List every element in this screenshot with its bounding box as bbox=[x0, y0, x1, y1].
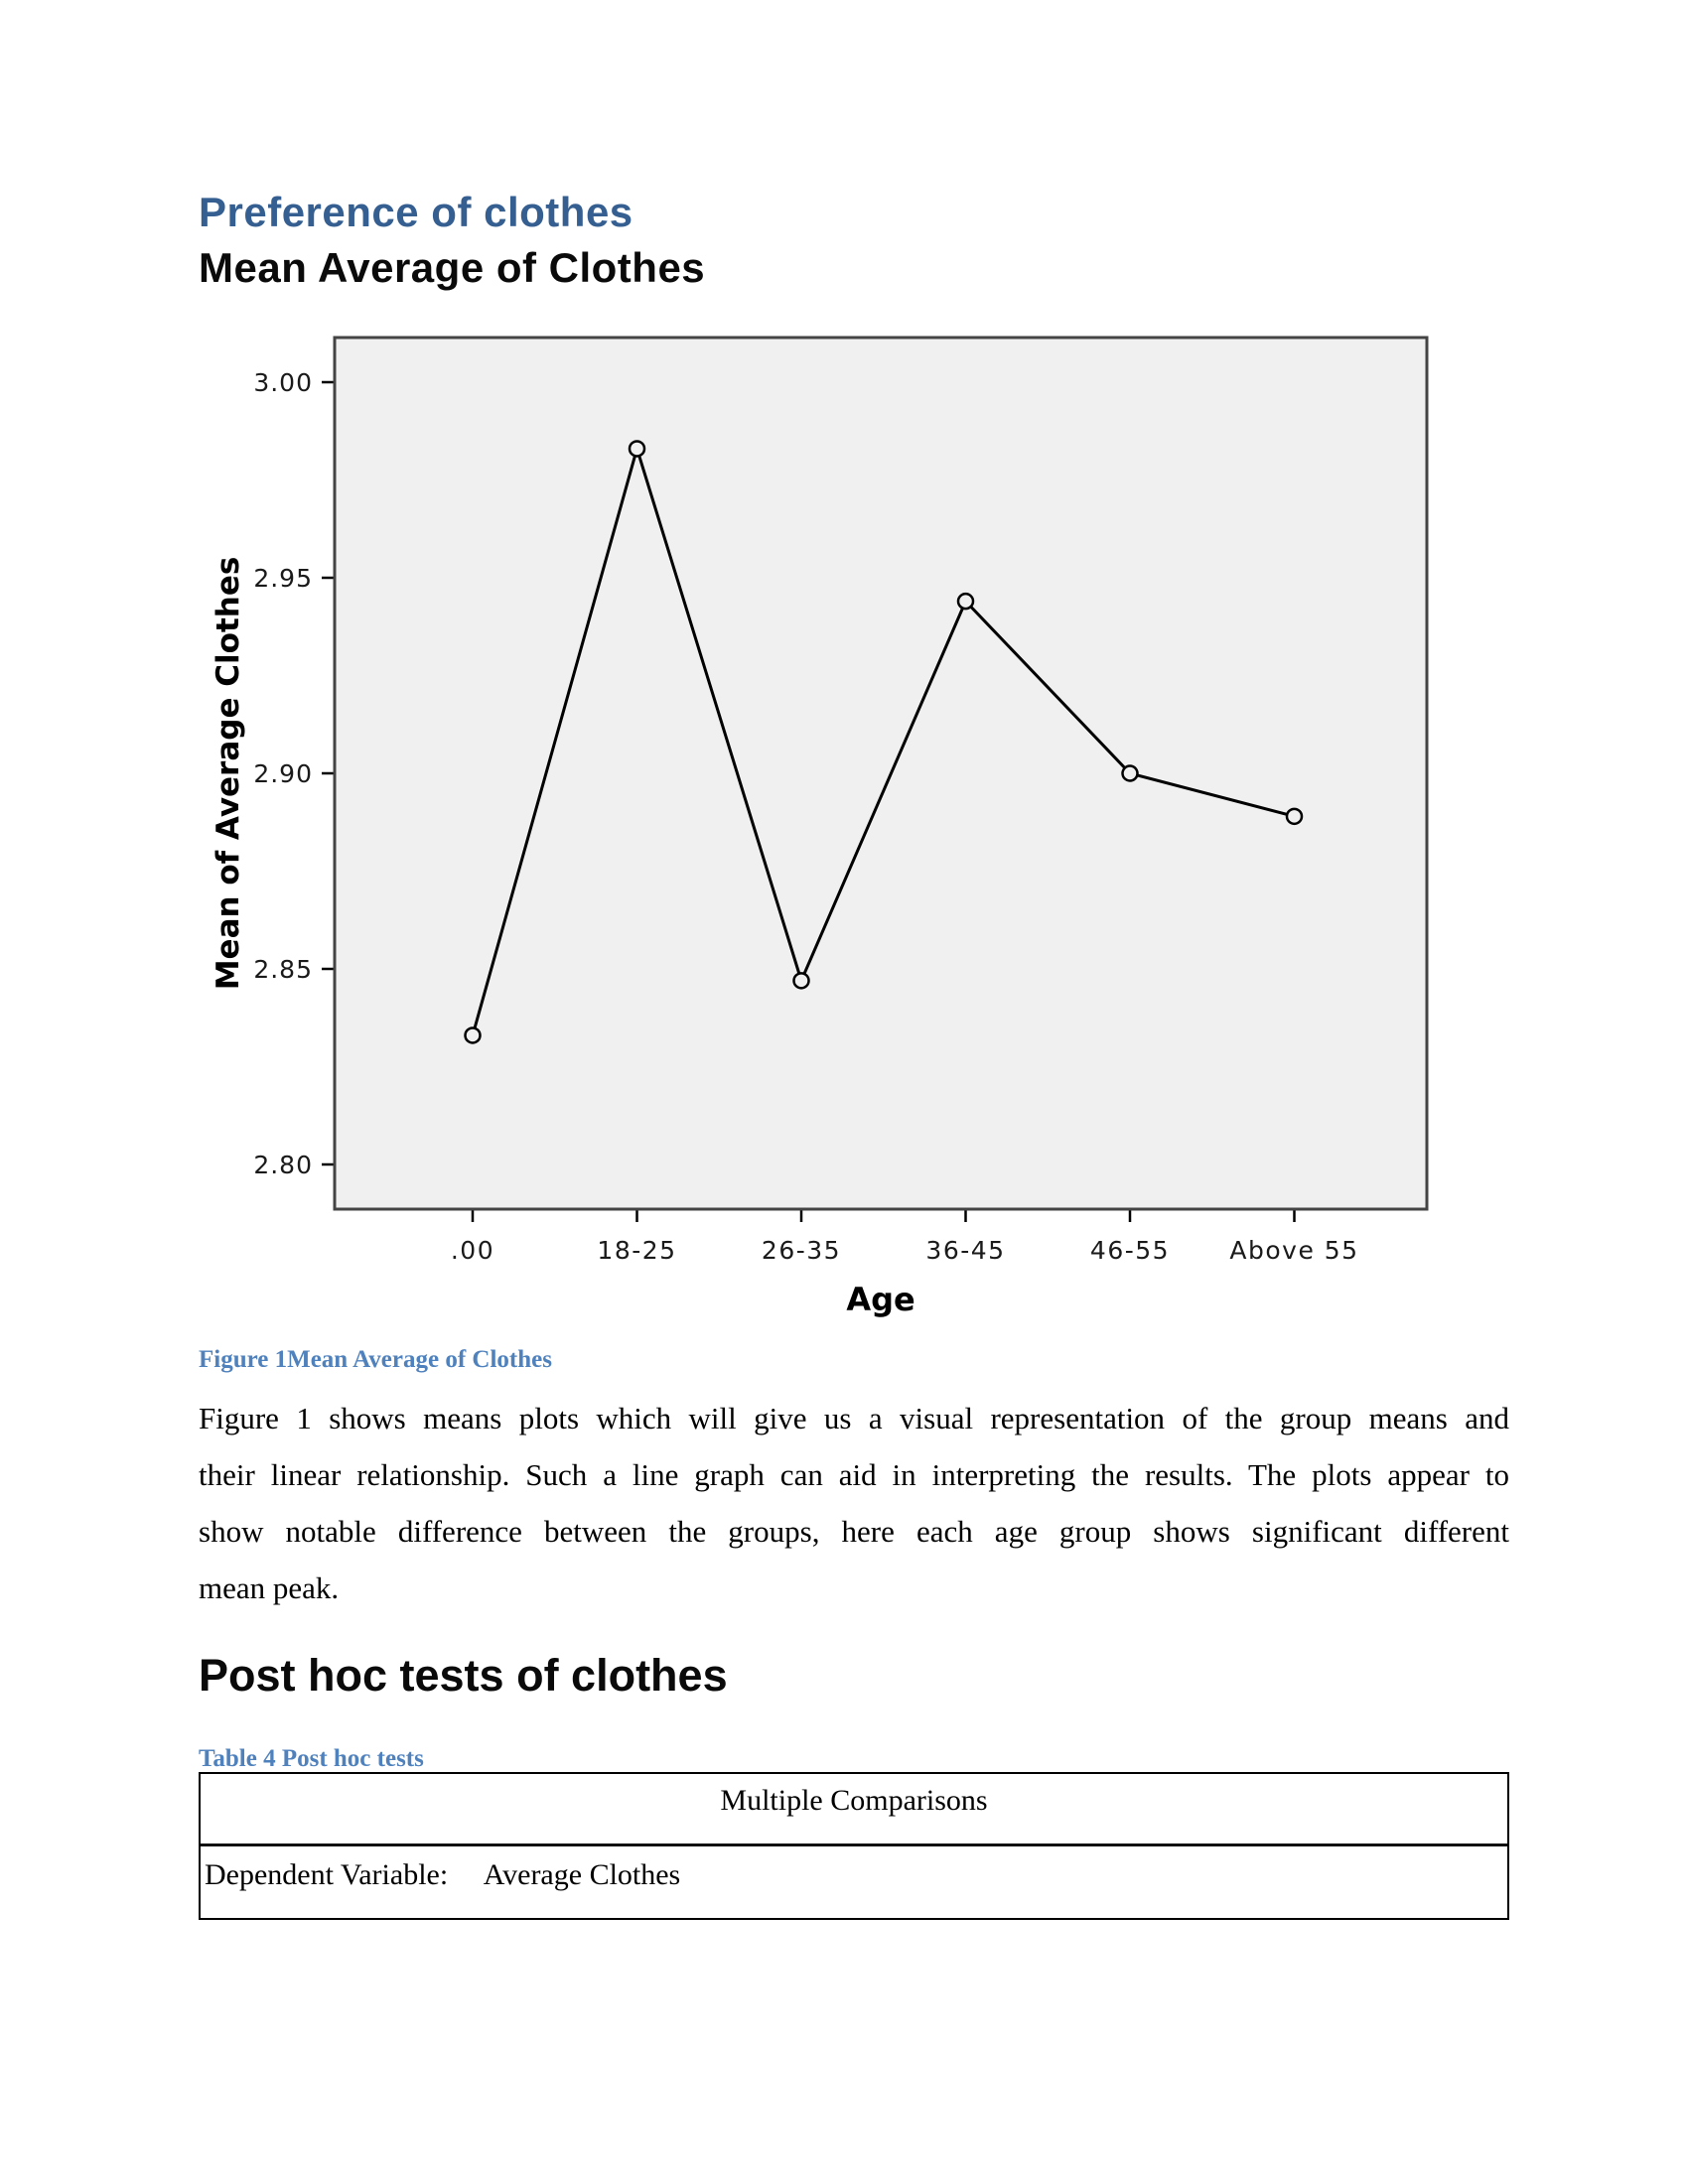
y-tick-label: 2.80 bbox=[253, 1151, 313, 1179]
data-point bbox=[466, 1027, 481, 1042]
y-axis-title: Mean of Average Clothes bbox=[211, 556, 246, 991]
data-point bbox=[1123, 766, 1138, 781]
data-point bbox=[794, 973, 809, 988]
body-paragraph bbox=[199, 1390, 1509, 1616]
means-plot-figure bbox=[199, 298, 1489, 1340]
x-tick-label: Above 55 bbox=[1229, 1236, 1359, 1265]
x-tick-label: 18-25 bbox=[597, 1236, 677, 1265]
section-heading: Post hoc tests of clothes bbox=[199, 1650, 728, 1701]
y-tick-label: 2.90 bbox=[253, 759, 313, 788]
multiple-comparisons-table bbox=[199, 1772, 1509, 1920]
means-plot-svg bbox=[199, 298, 1489, 1340]
y-tick-label: 3.00 bbox=[253, 368, 313, 397]
paragraph-line: mean peak. bbox=[199, 1570, 340, 1605]
page-title: Preference of clothes bbox=[199, 189, 633, 235]
paragraph-line: Figure 1 shows means plots which will give us a visual representation of the group means and bbox=[199, 1401, 1509, 1435]
dependent-variable-value: Average Clothes bbox=[483, 1858, 681, 1891]
table-title-cell: Multiple Comparisons bbox=[201, 1774, 1507, 1846]
data-point bbox=[630, 441, 644, 456]
table-caption: Table 4 Post hoc tests bbox=[199, 1745, 424, 1772]
paragraph-line: their linear relationship. Such a line graph can aid in interpreting the results. The plots appear to bbox=[199, 1457, 1509, 1492]
dependent-variable-cell bbox=[201, 1846, 1507, 1918]
x-tick-label: .00 bbox=[450, 1236, 495, 1265]
plot-background bbox=[335, 338, 1427, 1209]
x-axis-title: Age bbox=[846, 1281, 915, 1318]
dependent-variable-label: Dependent Variable: bbox=[205, 1858, 449, 1891]
y-tick-label: 2.85 bbox=[253, 955, 313, 984]
y-tick-label: 2.95 bbox=[253, 564, 313, 593]
x-tick-label: 46-55 bbox=[1089, 1236, 1171, 1265]
paragraph-line: show notable difference between the groups, here each age group shows significant different bbox=[199, 1514, 1509, 1549]
x-tick-label: 26-35 bbox=[761, 1236, 842, 1265]
data-point bbox=[958, 594, 973, 609]
figure-caption: Figure 1Mean Average of Clothes bbox=[199, 1346, 552, 1373]
data-point bbox=[1287, 809, 1302, 824]
chart-heading: Mean Average of Clothes bbox=[199, 244, 706, 291]
x-tick-label: 36-45 bbox=[925, 1236, 1006, 1265]
